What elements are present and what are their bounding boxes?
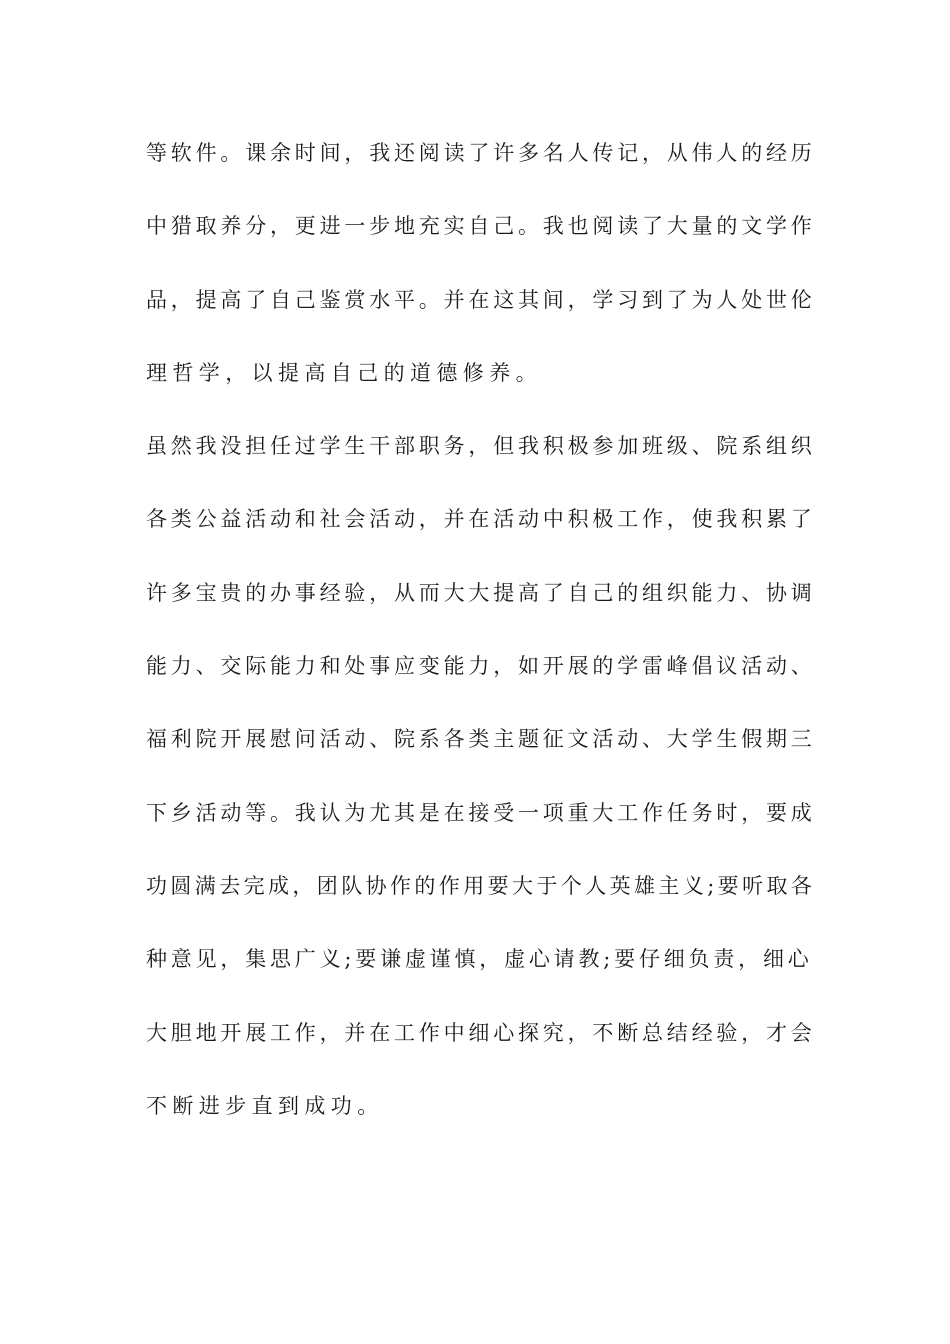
text-line: 等软件。课余时间，我还阅读了许多名人传记，从伟人的经历	[146, 141, 816, 165]
text-line: 福利院开展慰问活动、院系各类主题征文活动、大学生假期三	[146, 727, 816, 752]
text-line: 大胆地开展工作，并在工作中细心探究，不断总结经验，才会	[146, 1020, 816, 1045]
text-line: 下乡活动等。我认为尤其是在接受一项重大工作任务时，要成	[146, 800, 816, 825]
text-line: 功圆满去完成，团队协作的作用要大于个人英雄主义;要听取各	[146, 873, 816, 898]
body-text	[146, 128, 816, 1154]
paragraph-2	[146, 421, 816, 1154]
text-line: 种意见，集思广义;要谦虚谨慎，虚心请教;要仔细负责，细心	[146, 947, 813, 972]
text-line: 不断进步直到成功。	[146, 1093, 384, 1118]
paragraph-1	[146, 128, 816, 421]
text-line: 能力、交际能力和处事应变能力，如开展的学雷峰倡议活动、	[146, 654, 816, 679]
text-line: 理哲学，以提高自己的道德修养。	[146, 360, 542, 385]
text-line: 中猎取养分，更进一步地充实自己。我也阅读了大量的文学作	[146, 214, 816, 239]
text-line: 许多宝贵的办事经验，从而大大提高了自己的组织能力、协调	[146, 580, 816, 605]
text-line: 品，提高了自己鉴赏水平。并在这其间，学习到了为人处世伦	[146, 287, 816, 312]
text-line: 各类公益活动和社会活动，并在活动中积极工作，使我积累了	[146, 507, 816, 532]
text-line: 虽然我没担任过学生干部职务，但我积极参加班级、院系组织	[146, 434, 816, 459]
